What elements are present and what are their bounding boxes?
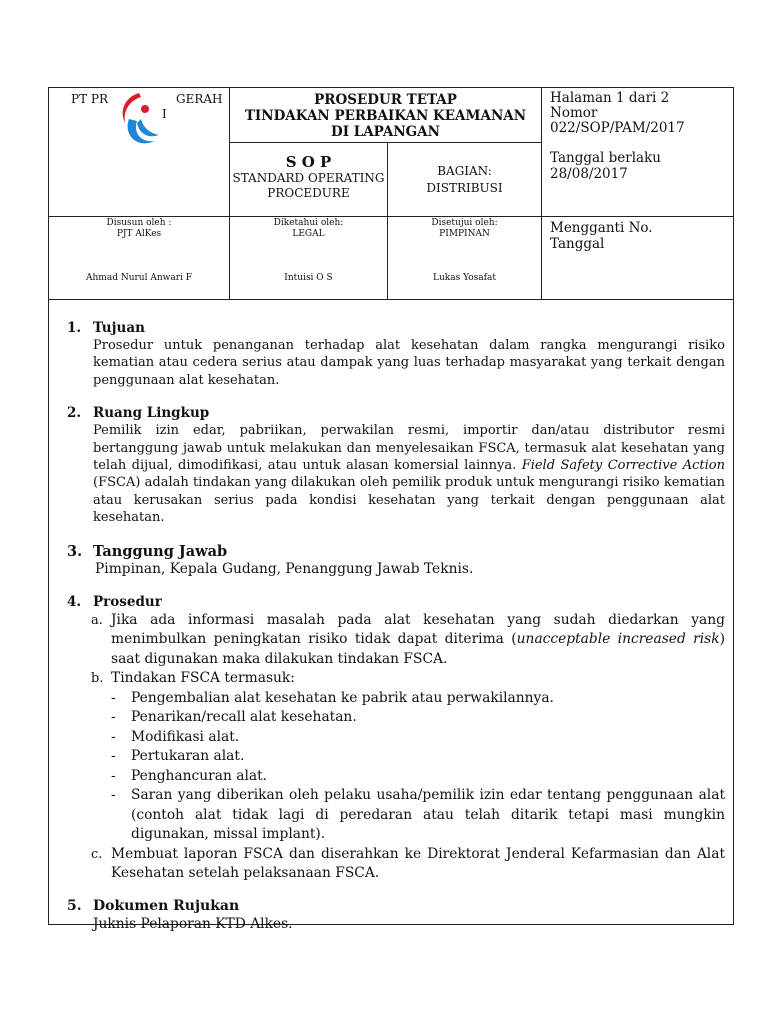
dash-text: Pertukaran alat. <box>131 748 245 765</box>
dash-marker: - <box>111 689 116 706</box>
section-number: 5. <box>67 897 82 914</box>
company-name-right: GERAH <box>176 92 223 106</box>
disetujui-label: Disetujui oleh: <box>431 218 498 228</box>
dash-text: Penarikan/recall alat kesehatan. <box>131 709 357 726</box>
dash-list <box>91 689 725 845</box>
section-tanggung-jawab <box>67 543 725 578</box>
section-text <box>93 422 725 526</box>
document-body <box>67 320 725 933</box>
list-text: Tindakan FSCA termasuk: <box>111 670 295 687</box>
dash-marker: - <box>111 728 116 745</box>
mengganti-label: Mengganti No. <box>550 220 653 236</box>
company-logo-icon <box>115 89 169 151</box>
dash-item <box>111 728 725 748</box>
section-number: 4. <box>67 593 82 610</box>
sop-sub-1: STANDARD OPERATING <box>232 171 385 185</box>
sop-sub-2: PROCEDURE <box>267 186 350 200</box>
dash-text: Pengembalian alat kesehatan ke pabrik atau perwakilannya. <box>131 689 554 706</box>
disusun-name: Ahmad Nurul Anwari F <box>86 273 192 283</box>
section-title: Prosedur <box>93 593 162 610</box>
section-number: 2. <box>67 405 82 422</box>
company-name-right-2: I <box>162 107 167 121</box>
text-run: ) saat digunakan maka dilakukan tindakan FSCA. <box>111 631 726 667</box>
dash-text: Saran yang diberikan oleh pelaku usaha/pemilik izin edar tentang penggunaan alat (contoh alat tidak lagi di peredaran atau telah ditarik tetapi masi mungkin digunakan, missal implant). <box>131 787 725 843</box>
list-item <box>91 669 725 689</box>
dash-item <box>111 767 725 787</box>
title-line-1: PROSEDUR TETAP <box>314 92 457 108</box>
section-title: Dokumen Rujukan <box>93 897 240 914</box>
dash-item <box>111 708 725 728</box>
list-marker: a. <box>91 612 103 628</box>
text-run: Jika ada informasi masalah pada alat kesehatan yang sudah diedarkan yang menimbulkan peningkatan risiko tidak dapat diterima ( <box>111 611 725 648</box>
text-run: (FSCA) adalah tindakan yang dilakukan oleh pemilik produk untuk mengurangi risiko kematian atau kerusakan serius pada kondisi kesehatan yang terkait dengan penggunaan alat kesehatan. <box>93 475 725 526</box>
section-number: 3. <box>67 542 83 560</box>
header-table <box>49 88 733 300</box>
dash-marker: - <box>111 787 116 804</box>
procedure-list <box>91 611 725 884</box>
list-marker: c. <box>91 846 103 862</box>
document-frame <box>48 87 734 932</box>
bagian-value: DISTRIBUSI <box>426 181 503 195</box>
diketahui-name: Intuisi O S <box>284 273 333 283</box>
sop-label: S O P <box>285 153 332 171</box>
dash-marker: - <box>111 709 116 726</box>
dash-marker: - <box>111 767 116 784</box>
title-line-3: DI LAPANGAN <box>330 124 440 140</box>
section-dokumen-rujukan <box>67 898 725 933</box>
dash-text: Modifikasi alat. <box>131 728 240 745</box>
list-item <box>91 611 725 670</box>
dash-marker: - <box>111 748 116 765</box>
disetujui-role: PIMPINAN <box>439 229 490 239</box>
company-name-left: PT PR <box>71 92 109 106</box>
bagian-label: BAGIAN: <box>437 164 492 178</box>
page-info: Halaman 1 dari 2 <box>550 90 670 106</box>
list-text: Membuat laporan FSCA dan diserahkan ke Direktorat Jenderal Kefarmasian dan Alat Kesehatan setelah pelaksanaan FSCA. <box>111 845 725 882</box>
dash-text: Penghancuran alat. <box>131 767 268 784</box>
mengganti-tanggal: Tanggal <box>550 236 605 252</box>
section-title: Tujuan <box>93 320 145 336</box>
tanggal-value: 28/08/2017 <box>550 166 628 182</box>
nomor-label: Nomor <box>550 105 598 121</box>
list-item <box>91 845 725 884</box>
nomor-value: 022/SOP/PAM/2017 <box>550 120 685 136</box>
list-marker: b. <box>91 671 104 687</box>
section-text: Prosedur untuk penanganan terhadap alat kesehatan dalam rangka mengurangi risiko kematian atau cedera serius atau dampak yang luas terhadap masyarakat yang terkait dengan penggunaan alat kesehatan. <box>93 338 725 388</box>
section-tujuan <box>67 320 725 389</box>
disetujui-name: Lukas Yosafat <box>433 273 496 283</box>
dash-item <box>111 786 725 845</box>
dash-item <box>111 747 725 767</box>
section-ruang-lingkup <box>67 405 725 526</box>
dash-item <box>111 689 725 709</box>
text-run: Pemilik izin edar, pabriikan, perwakilan resmi, importir dan/atau distributor resmi bertanggung jawab untuk melakukan dan menyelesaikan FSCA, termasuk alat kesehatan yang telah dijual, dimodifikasi, atau untuk alasan komersial lainnya. <box>93 423 725 474</box>
diketahui-label: Diketahui oleh: <box>273 218 344 228</box>
section-prosedur <box>67 594 725 884</box>
text-run-italic: Field Safety Corrective Action <box>521 458 725 474</box>
disusun-label: Disusun oleh : <box>106 218 172 228</box>
text-run-italic: unacceptable increased risk <box>516 631 720 648</box>
section-text: Juknis Pelaporan KTD Alkes. <box>93 915 293 932</box>
section-text: Pimpinan, Kepala Gudang, Penanggung Jawab Teknis. <box>95 560 474 577</box>
disusun-role: PJT AlKes <box>116 229 162 239</box>
title-line-2: TINDAKAN PERBAIKAN KEAMANAN <box>244 108 527 124</box>
tanggal-label: Tanggal berlaku <box>550 150 661 166</box>
list-text <box>111 611 725 670</box>
section-number: 1. <box>67 320 82 336</box>
diketahui-role: LEGAL <box>292 229 325 239</box>
section-title: Tanggung Jawab <box>93 542 228 560</box>
section-title: Ruang Lingkup <box>93 405 210 422</box>
